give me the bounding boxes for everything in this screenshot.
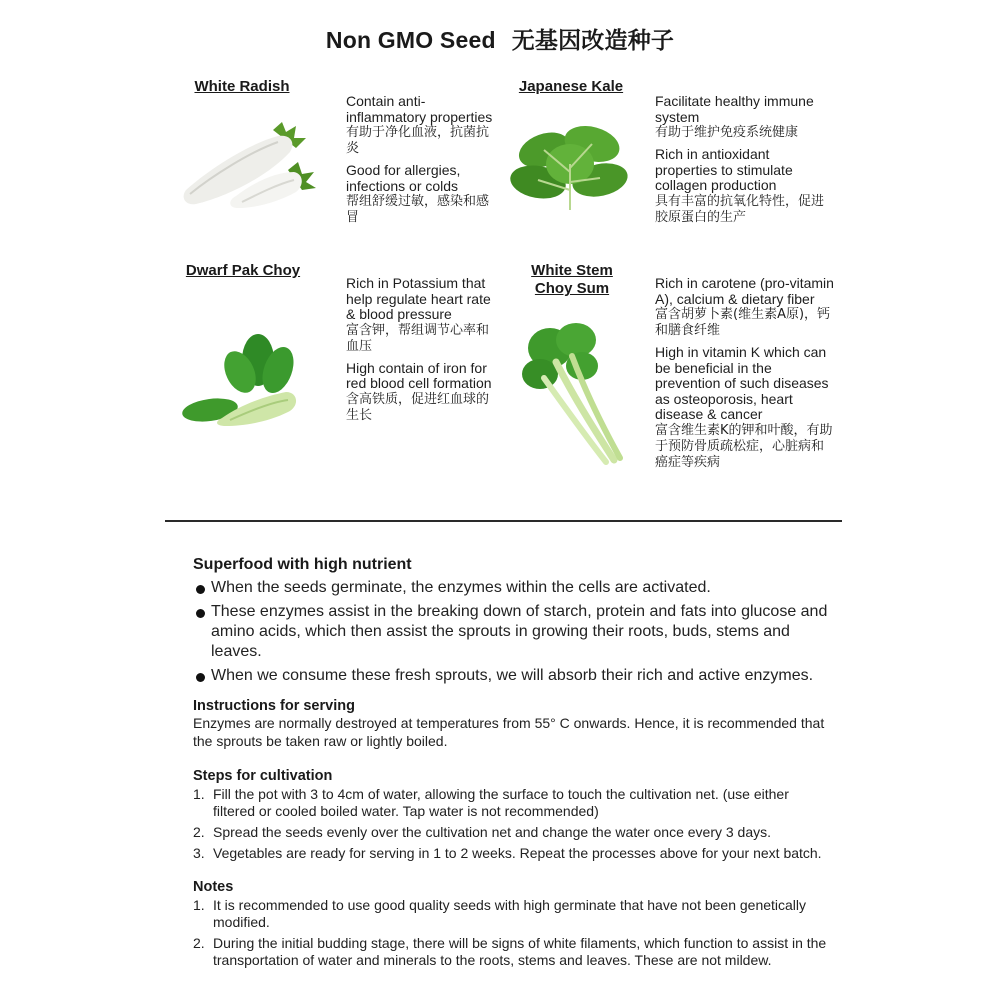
white-radish-image: [178, 118, 323, 213]
bullet-icon: [196, 673, 205, 682]
white-stem-choy-sum-benefits: [655, 276, 835, 477]
benefit: [346, 361, 496, 424]
benefit-zh: 含高铁质，促进红血球的生长: [346, 391, 490, 423]
benefit-zh: 富含维生素K的钾和叶酸，有助于预防骨质疏松症，心脏病和癌症等疾病: [655, 422, 833, 470]
step-number: 2.: [193, 824, 205, 840]
dwarf-pak-choy-benefits: [346, 276, 496, 430]
benefit-zh: 有助于维护免疫系统健康: [655, 125, 799, 140]
note-number: 2.: [193, 935, 205, 951]
list-item: [193, 578, 833, 598]
benefit-en: Rich in carotene (pro-vitamin A), calcium & dietary fiber: [655, 275, 834, 307]
bullet-text: When the seeds germinate, the enzymes within the cells are activated.: [211, 579, 711, 596]
page-title-en: Non GMO Seed: [325, 27, 496, 53]
step-number: 1.: [193, 786, 205, 802]
benefit: [346, 94, 496, 157]
notes-section: [193, 879, 833, 973]
dwarf-pak-choy-image: [182, 330, 307, 430]
bullet-icon: [196, 585, 205, 594]
serving-heading: Instructions for serving: [193, 698, 355, 714]
benefit-en: Rich in Potassium that help regulate heart rate & blood pressure: [346, 275, 491, 322]
benefit-en: Contain anti-inflammatory properties: [346, 93, 493, 125]
benefit: [655, 276, 835, 339]
benefit-en: High in vitamin K which can be beneficial in the prevention of such diseases as osteoporosis, heart disease & cancer: [655, 344, 829, 422]
page-title: [0, 22, 1000, 55]
serving-section: [193, 698, 833, 750]
white-radish-benefits: [346, 94, 496, 232]
benefit: [346, 163, 496, 226]
superfood-section: [193, 556, 833, 690]
vegetable-name-japanese-kale: Japanese Kale: [518, 78, 624, 95]
superfood-bullet-list: [193, 578, 833, 686]
page-title-zh: 无基因改造种子: [511, 27, 675, 53]
benefit-en: Facilitate healthy immune system: [655, 93, 814, 125]
notes-list: [193, 897, 833, 969]
benefit-en: Rich in antioxidant properties to stimulate collagen production: [655, 146, 793, 193]
benefit: [655, 147, 835, 226]
list-item: [193, 602, 833, 662]
step-text: Fill the pot with 3 to 4cm of water, allowing the surface to touch the cultivation net. (use either filtered or cooled boiled water. Tap water is not recommended): [213, 786, 789, 819]
benefit-en: High contain of iron for red blood cell formation: [346, 359, 492, 391]
serving-text: Enzymes are normally destroyed at temperatures from 55° C onwards. Hence, it is recommended that the sprouts be taken raw or lightly boiled.: [193, 715, 825, 749]
benefit: [655, 345, 835, 471]
white-stem-choy-sum-image: [520, 322, 630, 467]
list-item: [193, 786, 833, 820]
benefit-zh: 具有丰富的抗氧化特性，促进胶原蛋白的生产: [655, 193, 825, 225]
benefit: [346, 276, 496, 355]
list-item: [193, 935, 833, 969]
step-text: Spread the seeds evenly over the cultivation net and change the water once every 3 days.: [213, 824, 772, 840]
superfood-heading: Superfood with high nutrient: [193, 556, 412, 573]
bullet-text: When we consume these fresh sprouts, we will absorb their rich and active enzymes.: [211, 667, 814, 684]
benefit: [655, 94, 835, 141]
benefit-zh: 富含胡萝卜素(维生素A原)，钙和膳食纤维: [655, 307, 831, 338]
japanese-kale-image: [508, 120, 633, 215]
step-text: Vegetables are ready for serving in 1 to 2 weeks. Repeat the processes above for your next batch.: [213, 845, 822, 861]
cultivation-section: [193, 768, 833, 866]
vegetable-name-white-radish: White Radish: [194, 78, 290, 95]
benefit-zh: 富含钾，帮组调节心率和血压: [346, 322, 490, 354]
step-number: 3.: [193, 845, 205, 861]
bullet-text: These enzymes assist in the breaking down of starch, protein and fats into glucose and amino acids, which then assist the sprouts in growing their roots, buds, stems and leaves.: [211, 603, 828, 660]
vegetable-name-dwarf-pak-choy: Dwarf Pak Choy: [185, 262, 301, 279]
benefit-zh: 帮组舒缓过敏，感染和感冒: [346, 194, 490, 225]
list-item: [193, 845, 833, 862]
cultivation-step-list: [193, 786, 833, 862]
note-text: It is recommended to use good quality seeds with high germinate that have not been genetically modified.: [213, 897, 807, 930]
notes-heading: Notes: [193, 879, 234, 895]
list-item: [193, 824, 833, 841]
bullet-icon: [196, 609, 205, 618]
vegetable-name-white-stem-choy-sum: White Stem Choy Sum: [531, 262, 613, 297]
list-item: [193, 666, 833, 686]
benefit-zh: 有助于净化血液，抗菌抗炎: [346, 125, 490, 156]
section-divider: [165, 520, 842, 522]
benefit-en: Good for allergies, infections or colds: [346, 162, 461, 194]
note-text: During the initial budding stage, there will be signs of white filaments, which function to assist in the transportation of water and minerals to the roots, stems and leaves. These are not mildew.: [213, 935, 827, 968]
list-item: [193, 897, 833, 931]
cultivation-heading: Steps for cultivation: [193, 768, 333, 784]
japanese-kale-benefits: [655, 94, 835, 232]
note-number: 1.: [193, 897, 205, 913]
